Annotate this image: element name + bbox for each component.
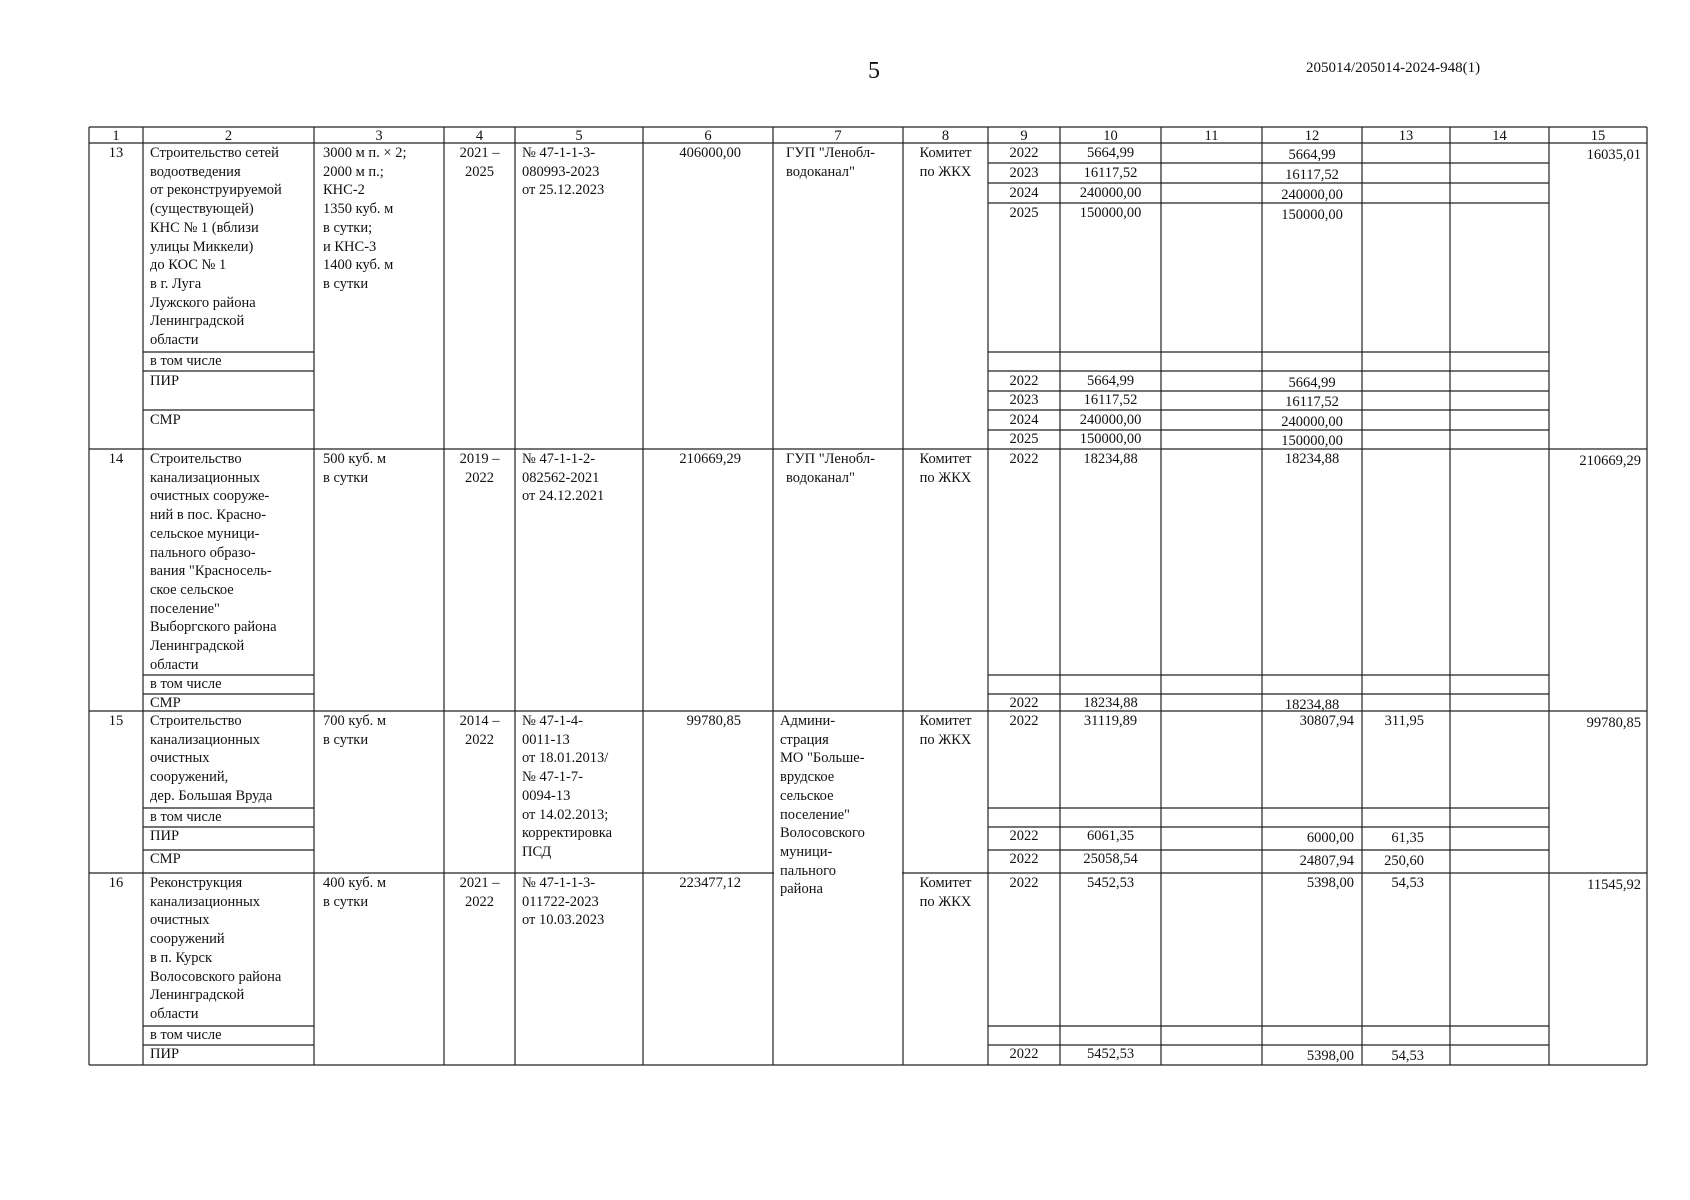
value-col12: 16117,52 — [1285, 167, 1339, 183]
col-header-5: 5 — [575, 128, 583, 144]
col-header-7: 7 — [834, 128, 842, 144]
year: 2025 — [1009, 205, 1039, 221]
row-number: 15 — [108, 713, 124, 729]
value-col10: 31119,89 — [1083, 713, 1138, 729]
customer: ГУП "Ленобл- водоканал" — [786, 145, 875, 180]
year: 2022 — [1009, 713, 1039, 729]
page-number: 5 — [868, 58, 880, 84]
col-header-12: 12 — [1304, 128, 1320, 144]
col-header-11: 11 — [1204, 128, 1219, 144]
sub-label-pir: ПИР — [150, 828, 180, 844]
customer: ГУП "Ленобл- водоканал" — [786, 451, 875, 486]
cost: 223477,12 — [679, 875, 741, 891]
value-col12: 5664,99 — [1288, 147, 1336, 163]
value-col10: 240000,00 — [1079, 412, 1142, 428]
value-col15: 11545,92 — [1587, 877, 1641, 893]
year: 2025 — [1009, 431, 1039, 447]
year: 2022 — [1009, 695, 1039, 711]
value-col10: 16117,52 — [1083, 165, 1138, 181]
col-header-14: 14 — [1492, 128, 1507, 144]
value-col12: 150000,00 — [1281, 433, 1343, 449]
row-number: 13 — [108, 145, 124, 161]
value-col12: 240000,00 — [1281, 187, 1343, 203]
value-col10: 5452,53 — [1086, 875, 1135, 891]
value-col10: 150000,00 — [1079, 431, 1142, 447]
col-header-3: 3 — [375, 128, 383, 144]
year: 2023 — [1009, 165, 1039, 181]
value-col12: 150000,00 — [1281, 207, 1343, 223]
value-col15: 99780,85 — [1586, 715, 1641, 731]
including-label: в том числе — [150, 676, 222, 692]
object-name: Строительство канализационных очистных сооружений, дер. Большая Вруда — [150, 713, 273, 804]
year: 2022 — [1009, 145, 1039, 161]
col-header-15: 15 — [1590, 128, 1606, 144]
including-label: в том числе — [150, 353, 222, 369]
value-col12: 6000,00 — [1306, 830, 1354, 846]
value-col15: 16035,01 — [1586, 147, 1641, 163]
value-col13: 61,35 — [1391, 830, 1424, 846]
period: 2014 – 2022 — [459, 713, 500, 748]
col-header-4: 4 — [475, 128, 484, 144]
col-header-2: 2 — [224, 128, 233, 144]
expertise: № 47-1-1-3- 080993-2023 от 25.12.2023 — [522, 145, 605, 199]
col-header-13: 13 — [1398, 128, 1414, 144]
sub-label-smr: СМР — [150, 695, 181, 711]
value-col12: 18234,88 — [1284, 697, 1340, 713]
period: 2021 – 2022 — [459, 875, 500, 910]
value-col12: 240000,00 — [1281, 414, 1343, 430]
period: 2021 – 2025 — [459, 145, 500, 180]
cost: 406000,00 — [679, 145, 741, 161]
year: 2022 — [1009, 851, 1039, 867]
object-name: Реконструкция канализационных очистных сооружений в п. Курск Волосовского района Ленинградской области — [150, 875, 282, 1022]
value-col13: 54,53 — [1391, 875, 1424, 891]
object-name: Строительство канализационных очистных сооруже- ний в пос. Красно- сельское муници- пального образо- вания "Красносель- ское сельское поселение" Выборгского района Ленинградской области — [150, 451, 277, 673]
sub-label-smr: СМР — [150, 412, 181, 428]
year: 2024 — [1009, 185, 1039, 201]
gov-body: Комитет по ЖКХ — [919, 713, 972, 748]
value-col12: 5398,00 — [1306, 1048, 1354, 1064]
value-col10: 150000,00 — [1079, 205, 1142, 221]
year: 2022 — [1009, 828, 1039, 844]
year: 2022 — [1009, 373, 1039, 389]
document-id: 205014/205014-2024-948(1) — [1306, 60, 1481, 76]
sub-label-pir: ПИР — [150, 1046, 180, 1062]
col-header-1: 1 — [112, 128, 120, 144]
sub-label-smr: СМР — [150, 851, 181, 867]
value-col15: 210669,29 — [1579, 453, 1641, 469]
col-header-9: 9 — [1020, 128, 1028, 144]
capacity: 3000 м п. × 2; 2000 м п.; КНС-2 1350 куб. м в сутки; и КНС-3 1400 куб. м в сутки — [323, 145, 407, 292]
sub-label-pir: ПИР — [150, 373, 180, 389]
year: 2022 — [1009, 875, 1039, 891]
year: 2022 — [1009, 451, 1039, 467]
value-col10: 5664,99 — [1086, 145, 1135, 161]
year: 2024 — [1009, 412, 1039, 428]
capacity: 700 куб. м в сутки — [323, 713, 387, 748]
including-label: в том числе — [150, 809, 222, 825]
expertise: № 47-1-1-2- 082562-2021 от 24.12.2021 — [522, 451, 605, 505]
value-col12: 30807,94 — [1299, 713, 1354, 729]
col-header-10: 10 — [1103, 128, 1118, 144]
customer: Админи- страция МО "Больше- врудское сельское поселение" Волосовского муници- пального района — [780, 713, 865, 898]
value-col10: 25058,54 — [1083, 851, 1138, 867]
gov-body: Комитет по ЖКХ — [919, 875, 972, 910]
value-col12: 5664,99 — [1288, 375, 1336, 391]
capacity: 500 куб. м в сутки — [323, 451, 387, 486]
capacity: 400 куб. м в сутки — [323, 875, 387, 910]
value-col13: 250,60 — [1384, 853, 1424, 869]
value-col10: 18234,88 — [1083, 695, 1138, 711]
value-col10: 6061,35 — [1086, 828, 1135, 844]
gov-body: Комитет по ЖКХ — [919, 145, 972, 180]
cost: 210669,29 — [679, 451, 741, 467]
value-col10: 5664,99 — [1086, 373, 1135, 389]
value-col13: 311,95 — [1384, 713, 1424, 729]
value-col10: 240000,00 — [1079, 185, 1142, 201]
col-header-6: 6 — [704, 128, 712, 144]
including-label: в том числе — [150, 1027, 222, 1043]
year: 2023 — [1009, 392, 1039, 408]
expertise: № 47-1-4- 0011-13 от 18.01.2013/ № 47-1-7- 0094-13 от 14.02.2013; корректировка ПСД — [522, 713, 613, 860]
value-col10: 18234,88 — [1083, 451, 1138, 467]
value-col12: 5398,00 — [1306, 875, 1354, 891]
value-col12: 16117,52 — [1285, 394, 1339, 410]
value-col12: 18234,88 — [1284, 451, 1340, 467]
period: 2019 – 2022 — [459, 451, 500, 486]
row-number: 14 — [108, 451, 124, 467]
gov-body: Комитет по ЖКХ — [919, 451, 972, 486]
row-number: 16 — [108, 875, 124, 891]
value-col10: 5452,53 — [1086, 1046, 1135, 1062]
value-col12: 24807,94 — [1299, 853, 1354, 869]
col-header-8: 8 — [941, 128, 950, 144]
cost: 99780,85 — [686, 713, 741, 729]
value-col13: 54,53 — [1391, 1048, 1424, 1064]
expertise: № 47-1-1-3- 011722-2023 от 10.03.2023 — [522, 875, 605, 929]
object-name: Строительство сетей водоотведения от реконструируемой (существующей) КНС № 1 (вблизи улицы Миккели) до КОС № 1 в г. Луга Лужского района Ленинградской области — [150, 145, 282, 349]
value-col10: 16117,52 — [1083, 392, 1138, 408]
year: 2022 — [1009, 1046, 1039, 1062]
